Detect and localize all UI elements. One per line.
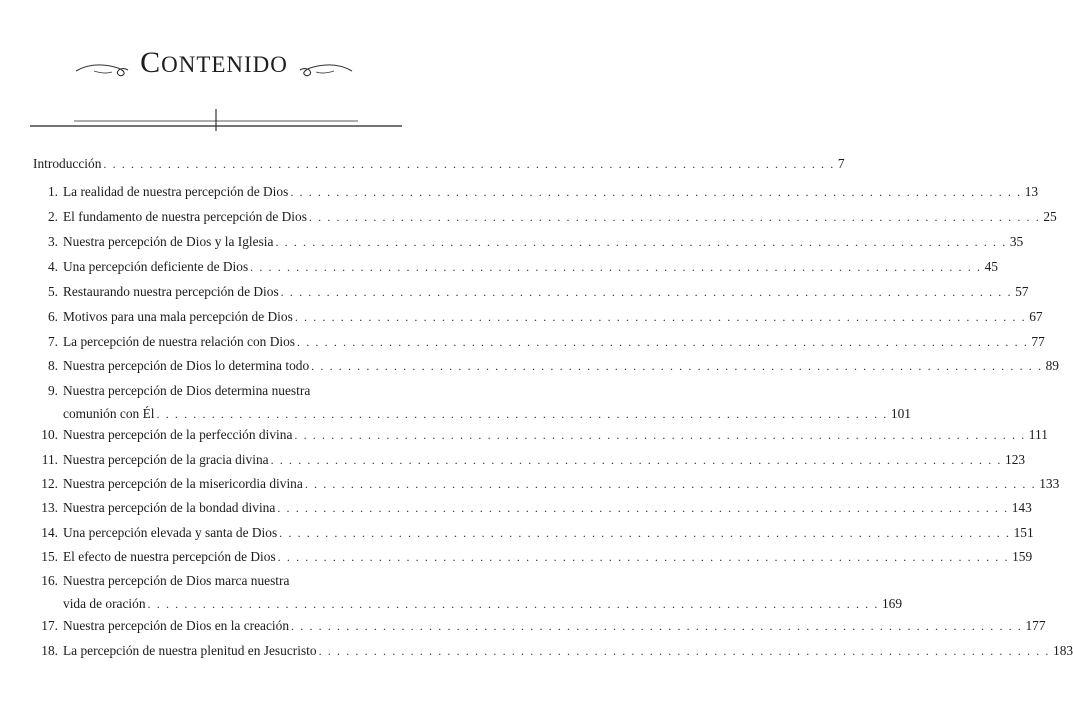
toc-entry-page: 45 [984, 259, 998, 274]
toc-entry-first-line [33, 567, 401, 589]
toc-entry-title: Una percepción deficiente de Dios [63, 259, 249, 274]
toc-entry-page: 183 [1053, 643, 1073, 658]
toc-entry[interactable] [33, 303, 1043, 325]
toc-entry-number: 16. [41, 573, 58, 588]
toc-leader-dots: . . . . . . . . . . . . . . . . . . . . . . . . . . . . . . . . . . . . . . . . . . . . . . . . . . . . . . . . . . . . . . . . . . . . . . . . . . . . . . . . [318, 644, 1050, 658]
toc-entry[interactable] [33, 612, 1046, 634]
toc-entry-title: Nuestra percepción de Dios marca nuestra [63, 573, 290, 588]
toc-entry-page: 13 [1024, 184, 1039, 199]
toc-entry-number: 9. [47, 383, 58, 398]
toc-leader-dots: . . . . . . . . . . . . . . . . . . . . . . . . . . . . . . . . . . . . . . . . . . . . . . . . . . . . . . . . . . . . . . . . . . . . . . . . . . . . . . . . [103, 157, 835, 171]
toc-entry[interactable] [33, 150, 845, 172]
toc-leader-dots: . . . . . . . . . . . . . . . . . . . . . . . . . . . . . . . . . . . . . . . . . . . . . . . . . . . . . . . . . . . . . . . . . . . . . . . . . . . . . . . . [297, 335, 1029, 349]
toc-entry-title: Motivos para una mala percepción de Dios [63, 309, 293, 324]
toc-leader-dots: . . . . . . . . . . . . . . . . . . . . . . . . . . . . . . . . . . . . . . . . . . . . . . . . . . . . . . . . . . . . . . . . . . . . . . . . . . . . . . . . [279, 526, 1011, 540]
toc-entry-number: 15. [41, 549, 58, 564]
toc-entry-number: 1. [47, 184, 58, 199]
toc-entry-number: 2. [47, 209, 58, 224]
toc-entry[interactable] [33, 446, 1026, 468]
toc-leader-dots: . . . . . . . . . . . . . . . . . . . . . . . . . . . . . . . . . . . . . . . . . . . . . . . . . . . . . . . . . . . . . . . . . . . . . . . . . . . . . . . . [280, 285, 1013, 299]
toc-leader-dots: . . . . . . . . . . . . . . . . . . . . . . . . . . . . . . . . . . . . . . . . . . . . . . . . . . . . . . . . . . . . . . . . . . . . . . . . . . . . . . . . [250, 260, 982, 274]
toc-entry-title: El efecto de nuestra percepción de Dios [63, 549, 276, 564]
toc-entry[interactable] [33, 178, 1039, 200]
toc-entry[interactable] [33, 228, 1024, 250]
toc-entry-title-continuation: comunión con Él [63, 406, 155, 421]
toc-entry-page: 25 [1043, 209, 1057, 224]
toc-entry-page: 151 [1013, 525, 1034, 540]
toc-entry-number: 7. [47, 334, 58, 349]
toc-entry-title: Una percepción elevada y santa de Dios [63, 525, 278, 540]
toc-leader-dots: . . . . . . . . . . . . . . . . . . . . . . . . . . . . . . . . . . . . . . . . . . . . . . . . . . . . . . . . . . . . . . . . . . . . . . . . . . . . . . . . [275, 235, 1007, 249]
toc-entry-number: 8. [47, 358, 58, 373]
toc-entry-number: 11. [41, 452, 58, 467]
toc-entry-page: 133 [1039, 476, 1060, 491]
toc-entry-title: Nuestra percepción de la bondad divina [63, 500, 276, 515]
toc-entry[interactable] [33, 590, 903, 612]
toc-entry-title: Introducción [33, 156, 102, 171]
toc-entry-page: 77 [1031, 334, 1045, 349]
toc-leader-dots: . . . . . . . . . . . . . . . . . . . . . . . . . . . . . . . . . . . . . . . . . . . . . . . . . . . . . . . . . . . . . . . . . . . . . . . . . . . . . . . . [304, 477, 1037, 491]
toc-entry-page: 101 [890, 406, 911, 421]
toc-entry-title: Nuestra percepción de Dios lo determina todo [63, 358, 310, 373]
toc-entry[interactable] [33, 400, 911, 422]
toc-entry[interactable] [33, 253, 998, 275]
toc-entry-title: Nuestra percepción de la gracia divina [63, 452, 269, 467]
toc-entry-title: Nuestra percepción de Dios determina nuestra [63, 383, 311, 398]
toc-leader-dots: . . . . . . . . . . . . . . . . . . . . . . . . . . . . . . . . . . . . . . . . . . . . . . . . . . . . . . . . . . . . . . . . . . . . . . . . . . . . . . . . [277, 550, 1010, 564]
toc-entry-number: 13. [41, 500, 58, 515]
toc-entry[interactable] [33, 519, 1034, 541]
toc-leader-dots: . . . . . . . . . . . . . . . . . . . . . . . . . . . . . . . . . . . . . . . . . . . . . . . . . . . . . . . . . . . . . . . . . . . . . . . . . . . . . . . . [277, 501, 1009, 515]
toc-entry-number: 3. [47, 234, 58, 249]
toc-entry-page: 89 [1045, 358, 1059, 373]
toc-entry[interactable] [33, 278, 1029, 300]
toc-entry-first-line [33, 377, 401, 399]
toc-entry-page: 57 [1015, 284, 1029, 299]
toc-entry-title: El fundamento de nuestra percepción de Dios [63, 209, 307, 224]
toc-entry-title-continuation: vida de oración [63, 596, 146, 611]
toc-entry-page: 35 [1009, 234, 1024, 249]
toc-leader-dots: . . . . . . . . . . . . . . . . . . . . . . . . . . . . . . . . . . . . . . . . . . . . . . . . . . . . . . . . . . . . . . . . . . . . . . . . . . . . . . . . [294, 428, 1026, 442]
toc-leader-dots: . . . . . . . . . . . . . . . . . . . . . . . . . . . . . . . . . . . . . . . . . . . . . . . . . . . . . . . . . . . . . . . . . . . . . . . . . . . . . . . . [156, 407, 888, 421]
toc-leader-dots: . . . . . . . . . . . . . . . . . . . . . . . . . . . . . . . . . . . . . . . . . . . . . . . . . . . . . . . . . . . . . . . . . . . . . . . . . . . . . . . . [290, 185, 1022, 199]
toc-entry[interactable] [33, 543, 1033, 565]
toc-entry-number: 12. [41, 476, 58, 491]
toc-entry[interactable] [33, 352, 1059, 374]
toc-entry-title: Nuestra percepción de la perfección divina [63, 427, 293, 442]
toc-entry[interactable] [33, 328, 1045, 350]
toc-entry[interactable] [33, 203, 1057, 225]
toc-entry-page: 123 [1005, 452, 1026, 467]
toc-entry-page: 169 [881, 596, 903, 611]
toc-entry-title: Restaurando nuestra percepción de Dios [63, 284, 279, 299]
toc-entry-page: 7 [837, 156, 845, 171]
toc-leader-dots: . . . . . . . . . . . . . . . . . . . . . . . . . . . . . . . . . . . . . . . . . . . . . . . . . . . . . . . . . . . . . . . . . . . . . . . . . . . . . . . . [311, 359, 1043, 373]
toc-entry-number: 17. [41, 618, 58, 633]
toc-entry-title: La percepción de nuestra relación con Dios [63, 334, 296, 349]
toc-entry-number: 5. [47, 284, 58, 299]
toc-entry-number: 18. [41, 643, 58, 658]
toc-entry[interactable] [33, 421, 1048, 443]
toc-entry-number: 14. [41, 525, 58, 540]
toc-entry-number: 4. [47, 259, 58, 274]
toc-leader-dots: . . . . . . . . . . . . . . . . . . . . . . . . . . . . . . . . . . . . . . . . . . . . . . . . . . . . . . . . . . . . . . . . . . . . . . . . . . . . . . . . [147, 597, 879, 611]
toc-entry-page: 159 [1012, 549, 1033, 564]
toc-entry-page: 111 [1028, 427, 1048, 442]
toc-entry-page: 177 [1025, 618, 1046, 633]
toc-leader-dots: . . . . . . . . . . . . . . . . . . . . . . . . . . . . . . . . . . . . . . . . . . . . . . . . . . . . . . . . . . . . . . . . . . . . . . . . . . . . . . . . [308, 210, 1041, 224]
toc-entry-title: La realidad de nuestra percepción de Dios [63, 184, 289, 199]
toc-entry-title: Nuestra percepción de Dios y la Iglesia [63, 234, 274, 249]
toc-entry[interactable] [33, 637, 1073, 659]
toc-leader-dots: . . . . . . . . . . . . . . . . . . . . . . . . . . . . . . . . . . . . . . . . . . . . . . . . . . . . . . . . . . . . . . . . . . . . . . . . . . . . . . . . [294, 310, 1027, 324]
toc-entry[interactable] [33, 494, 1032, 516]
toc-entry-title: La percepción de nuestra plenitud en Jesucristo [63, 643, 317, 658]
toc-leader-dots: . . . . . . . . . . . . . . . . . . . . . . . . . . . . . . . . . . . . . . . . . . . . . . . . . . . . . . . . . . . . . . . . . . . . . . . . . . . . . . . . [270, 453, 1002, 467]
page-title-text: CONTENIDO [140, 46, 288, 79]
toc-entry-title: Nuestra percepción de Dios en la creación [63, 618, 290, 633]
toc-entry-page: 143 [1011, 500, 1032, 515]
toc-entry-number: 6. [47, 309, 58, 324]
toc-entry-title: Nuestra percepción de la misericordia divina [63, 476, 303, 491]
toc-leader-dots: . . . . . . . . . . . . . . . . . . . . . . . . . . . . . . . . . . . . . . . . . . . . . . . . . . . . . . . . . . . . . . . . . . . . . . . . . . . . . . . . [291, 619, 1023, 633]
toc-entry-number: 10. [41, 427, 58, 442]
toc-entry-page: 67 [1029, 309, 1043, 324]
toc-entry[interactable] [33, 470, 1060, 492]
